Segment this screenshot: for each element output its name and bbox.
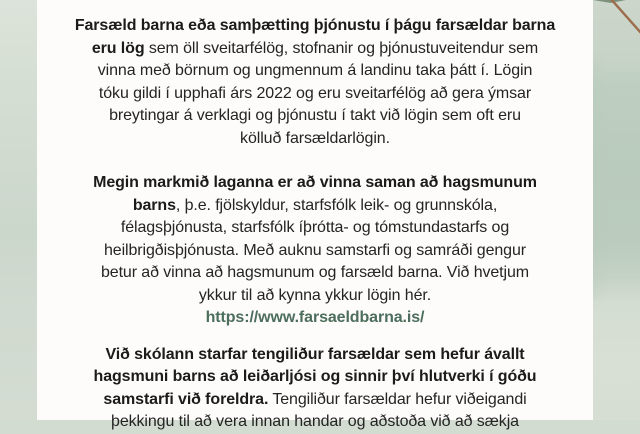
branch-icon: [593, 0, 640, 46]
bold-text: samstarfi við foreldra.: [103, 390, 269, 408]
text-line: [45, 366, 585, 389]
body-text: vinna með börnum og ungmennum á landinu taka þátt í. Lögin: [97, 62, 533, 79]
bold-text: Við skólann starfar tengiliður farsældar sem hefur ávallt: [105, 345, 525, 363]
body-text: kölluð farsældarlögin.: [240, 129, 390, 147]
text-line: [45, 262, 585, 285]
paragraph: [45, 172, 585, 330]
text-line: [45, 307, 585, 330]
text-block: [45, 0, 585, 434]
body-text: betur að vinna að hagsmunum og farsæld barna. Við hvetjum: [100, 264, 530, 281]
text-line: [45, 128, 585, 151]
body-text: félagsþjónusta, starfsfólk íþrótta- og tómstundastarfs og: [120, 219, 510, 236]
leaf-sliver: [593, 0, 626, 3]
body-text: ykkur til að kynna ykkur lögin hér.: [198, 286, 432, 304]
body-text: tóku gildi í upphafi árs 2022 og eru sveitarfélög að gera ýmsar: [98, 84, 532, 102]
body-text: þekkingu til að vera innan handar og aðstoða við að sækja: [111, 413, 519, 430]
text-line: [45, 105, 585, 128]
paragraph: [45, 344, 585, 434]
text-line: [45, 344, 585, 367]
paragraph: [45, 15, 585, 150]
body-text: heilbrigðisþjónusta. Með auknu samstarfi og samráði gengur: [104, 241, 526, 259]
text-line: [45, 240, 585, 263]
bold-text: Farsæld barna eða samþætting þjónustu í þágu farsældar barna: [74, 17, 556, 34]
text-line: [45, 15, 585, 38]
text-line: [45, 83, 585, 106]
text-line: [45, 60, 585, 83]
bold-text: hagsmuni barns að leiðarljósi og sinnir því hlutverki í góðu: [93, 368, 537, 385]
website-link[interactable]: https://www.farsaeldbarna.is/: [205, 309, 425, 326]
body-text: sem öll sveitarfélög, stofnanir og þjónustuveitendur sem: [144, 39, 539, 57]
text-line: [45, 389, 585, 412]
text-line: [45, 285, 585, 308]
text-line: [45, 411, 585, 434]
bold-text: Megin markmið laganna er að vinna saman að hagsmunum: [93, 174, 537, 191]
bold-text: eru lög: [91, 39, 145, 57]
body-text: breytingar á verklagi og þjónustu í takt við lögin sem oft eru: [109, 107, 521, 124]
text-line: [45, 195, 585, 218]
body-text: , þ.e. fjölskyldur, starfsfólk leik- og grunnskóla,: [175, 196, 498, 214]
bold-text: barns: [132, 196, 176, 214]
body-text: Tengiliður farsældar hefur viðeigandi: [268, 390, 527, 408]
content-card: [37, 0, 593, 430]
text-line: [45, 172, 585, 195]
watercolor-background-right: [593, 0, 640, 420]
text-line: [45, 38, 585, 61]
text-line: [45, 217, 585, 240]
watercolor-background-left: [0, 0, 37, 420]
